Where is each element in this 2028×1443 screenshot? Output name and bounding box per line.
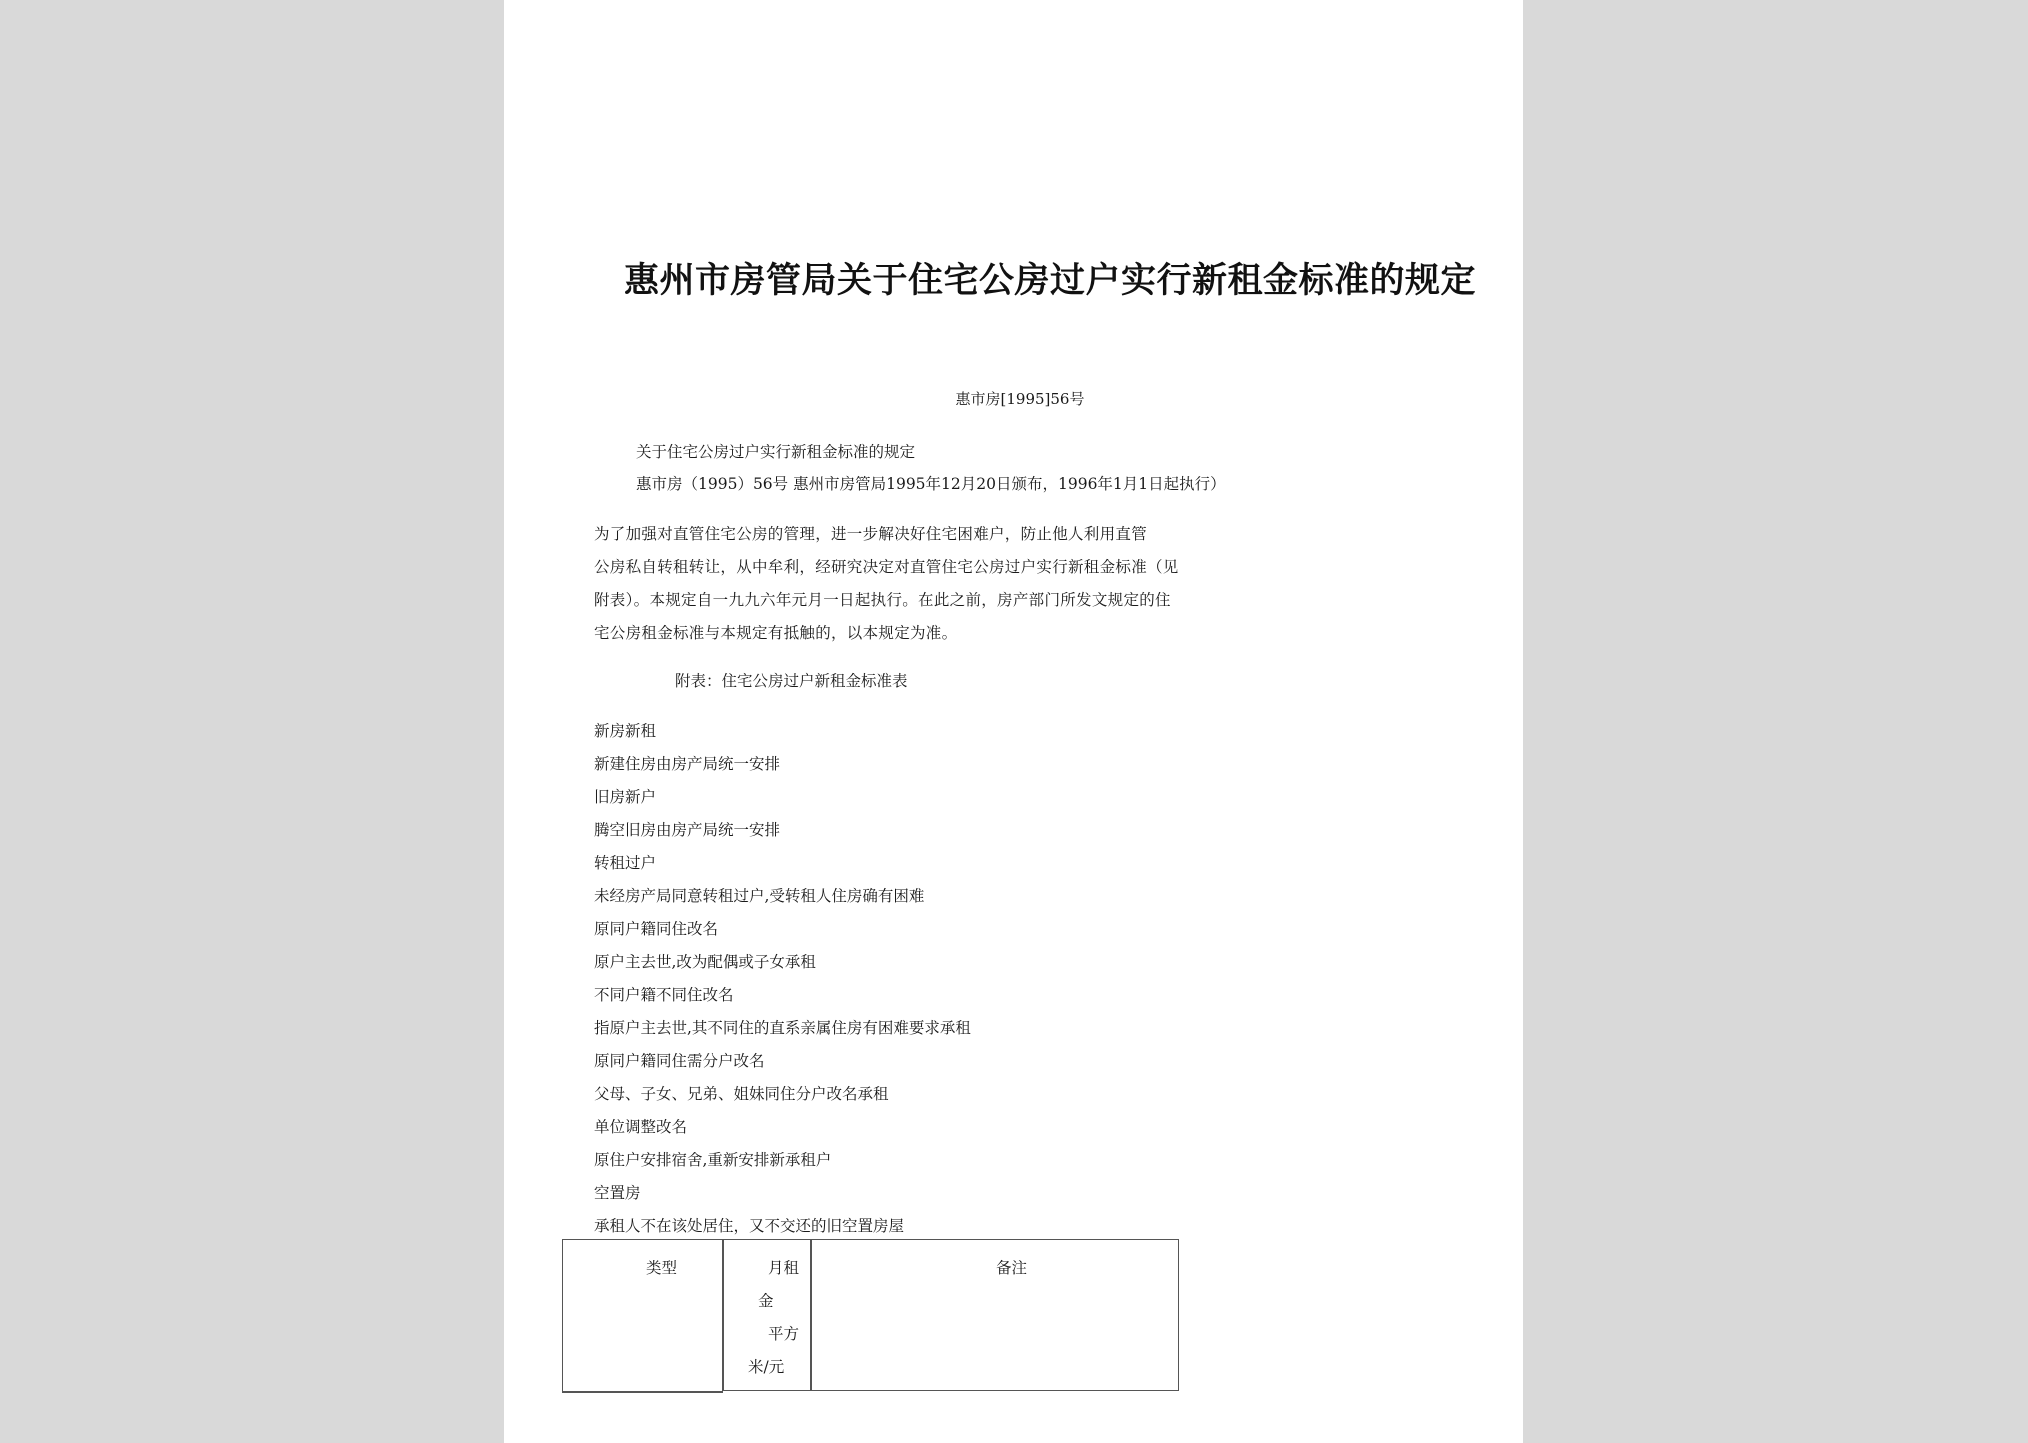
body-line: 为了加强对直管住宅公房的管理，进一步解决好住宅困难户，防止他人利用直管 bbox=[594, 525, 1148, 543]
table-header-rent-line: 金 bbox=[758, 1292, 774, 1310]
intro-line-title: 关于住宅公房过户实行新租金标准的规定 bbox=[636, 443, 916, 461]
body-line: 公房私自转租转让，从中牟利，经研究决定对直管住宅公房过户实行新租金标准（见 bbox=[594, 558, 1179, 576]
list-item: 新建住房由房产局统一安排 bbox=[594, 755, 781, 773]
list-item: 腾空旧房由房产局统一安排 bbox=[594, 821, 781, 839]
table-header-rent-line: 平方 bbox=[768, 1325, 800, 1343]
list-item: 未经房产局同意转租过户,受转租人住房确有困难 bbox=[594, 887, 925, 905]
list-item: 原同户籍同住需分户改名 bbox=[594, 1052, 765, 1070]
document-title: 惠州市房管局关于住宅公房过户实行新租金标准的规定 bbox=[623, 260, 1476, 301]
table-header-rent-line: 米/元 bbox=[748, 1358, 785, 1376]
table-cell-note bbox=[811, 1239, 1179, 1391]
list-item: 父母、子女、兄弟、姐妹同住分户改名承租 bbox=[594, 1085, 889, 1103]
list-item: 旧房新户 bbox=[594, 788, 657, 806]
list-item: 原户主去世,改为配偶或子女承租 bbox=[594, 953, 816, 971]
list-item: 新房新租 bbox=[594, 722, 657, 740]
body-line: 附表）。本规定自一九九六年元月一日起执行。在此之前，房产部门所发文规定的住 bbox=[594, 591, 1171, 609]
list-item: 不同户籍不同住改名 bbox=[594, 986, 734, 1004]
table-cell-rent bbox=[723, 1239, 811, 1391]
table-header-type: 类型 bbox=[646, 1259, 678, 1277]
list-item: 指原户主去世,其不同住的直系亲属住房有困难要求承租 bbox=[594, 1019, 971, 1037]
intro-line-issuance: 惠市房（1995）56号 惠州市房管局1995年12月20日颁布，1996年1月1日起执行） bbox=[636, 475, 1226, 493]
table-header-rent-line: 月租 bbox=[768, 1259, 800, 1277]
list-item: 原住户安排宿舍,重新安排新承租户 bbox=[594, 1151, 832, 1169]
table-header-note: 备注 bbox=[996, 1259, 1028, 1277]
list-item: 原同户籍同住改名 bbox=[594, 920, 719, 938]
list-item: 单位调整改名 bbox=[594, 1118, 688, 1136]
table-cell-type bbox=[562, 1239, 723, 1393]
list-item: 空置房 bbox=[594, 1184, 641, 1202]
list-item: 转租过户 bbox=[594, 854, 657, 872]
rent-standard-table bbox=[562, 1239, 1179, 1393]
document-page bbox=[504, 0, 1523, 1443]
list-item: 承租人不在该处居住，又不交还的旧空置房屋 bbox=[594, 1217, 905, 1235]
document-number: 惠市房[1995]56号 bbox=[955, 390, 1085, 408]
attachment-label: 附表：住宅公房过户新租金标准表 bbox=[675, 672, 908, 690]
body-line: 宅公房租金标准与本规定有抵触的，以本规定为准。 bbox=[594, 624, 958, 642]
